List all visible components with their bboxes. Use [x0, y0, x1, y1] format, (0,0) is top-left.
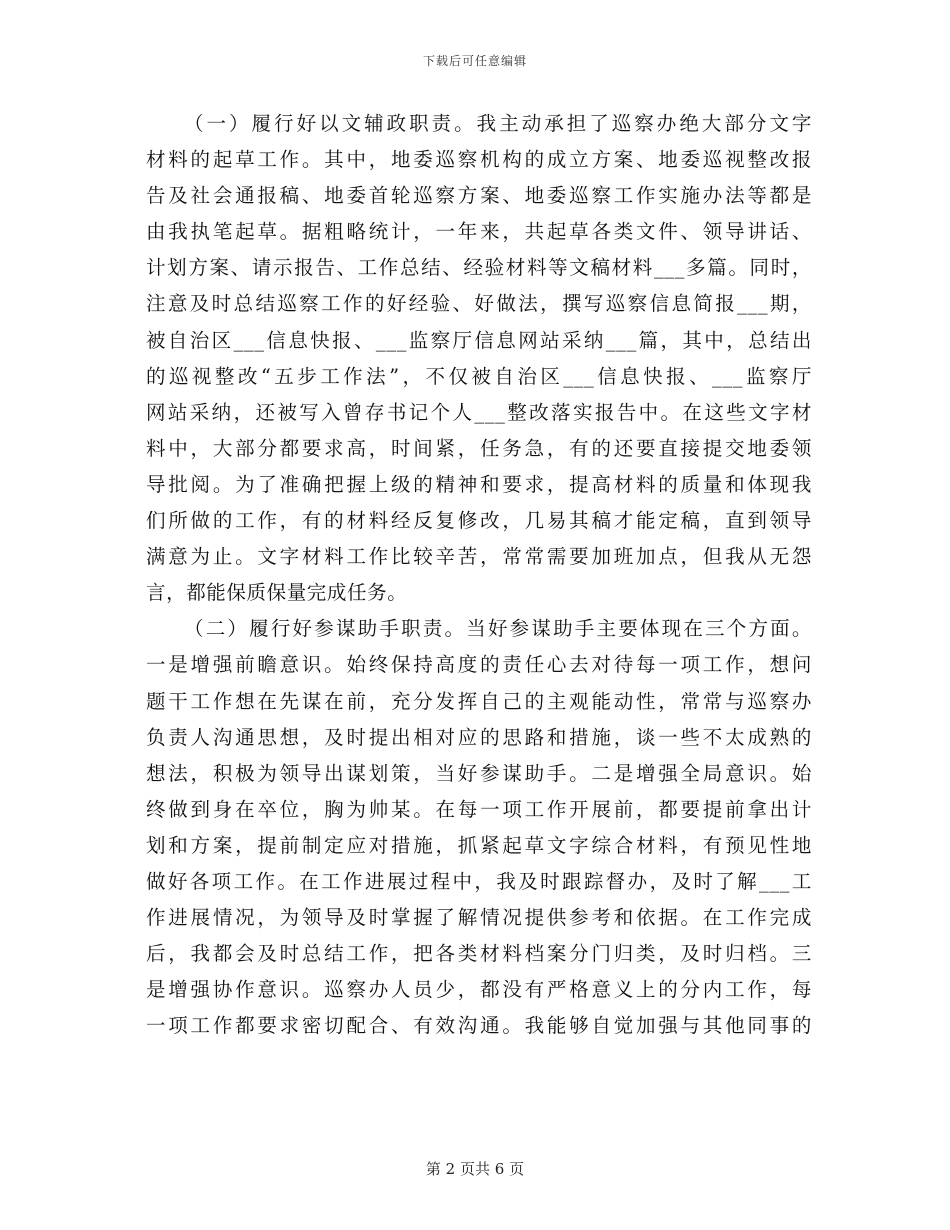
- paragraph-1-line-6: 注意及时总结巡察工作的好经验、好做法，撰写巡察信息简报___期，: [146, 292, 812, 316]
- paragraph-1-line-11: 导批阅。为了准确把握上级的精神和要求，提高材料的质量和体现我: [146, 472, 812, 496]
- paragraph-2-line-7: 划和方案，提前制定应对措施，抓紧起草文字综合材料，有预见性地: [146, 833, 812, 857]
- paragraph-1-line-12: 们所做的工作，有的材料经反复修改，几易其稿才能定稿，直到领导: [146, 509, 812, 533]
- paragraph-1-line-5: 计划方案、请示报告、工作总结、经验材料等文稿材料___多篇。同时，: [146, 256, 812, 280]
- paragraph-1-line-3: 告及社会通报稿、地委首轮巡察方案、地委巡察工作实施办法等都是: [146, 184, 812, 208]
- page-number: 第 2 页共 6 页: [425, 1160, 525, 1178]
- paragraph-2-line-6: 终做到身在卒位，胸为帅某。在每一项工作开展前，都要提前拿出计: [146, 797, 812, 821]
- paragraph-1-line-10: 料中，大部分都要求高，时间紧，任务急，有的还要直接提交地委领: [146, 436, 812, 460]
- paragraph-2-line-10: 后，我都会及时总结工作，把各类材料档案分门归类，及时归档。三: [146, 942, 812, 966]
- paragraph-2-line-5: 想法，积极为领导出谋划策，当好参谋助手。二是增强全局意识。始: [146, 761, 812, 785]
- paragraph-1-line-2: 材料的起草工作。其中，地委巡察机构的成立方案、地委巡视整改报: [146, 148, 812, 172]
- paragraph-2-line-3: 题干工作想在先谋在前，充分发挥自己的主观能动性，常常与巡察办: [146, 689, 812, 713]
- document-body: [146, 106, 812, 1044]
- paragraph-1-line-1: （一）履行好以文辅政职责。我主动承担了巡察办绝大部分文字: [184, 112, 812, 135]
- paragraph-2-line-2: 一是增强前瞻意识。始终保持高度的责任心去对待每一项工作，想问: [146, 653, 812, 677]
- paragraph-2-line-4: 负责人沟通思想，及时提出相对应的思路和措施，谈一些不太成熟的: [146, 725, 812, 749]
- paragraph-1-line-8: 的巡视整改“五步工作法”，不仅被自治区___信息快报、___监察厅: [146, 364, 812, 388]
- paragraph-2-line-8: 做好各项工作。在工作进展过程中，我及时跟踪督办，及时了解___工: [146, 869, 812, 893]
- paragraph-2-line-12: 一项工作都要求密切配合、有效沟通。我能够自觉加强与其他同事的: [146, 1014, 812, 1038]
- paragraph-2-line-9: 作进展情况，为领导及时掌握了解情况提供参考和依据。在工作完成: [146, 906, 812, 930]
- paragraph-1-line-9: 网站采纳，还被写入曾存书记个人___整改落实报告中。在这些文字材: [146, 400, 812, 424]
- paragraph-1-line-4: 由我执笔起草。据粗略统计，一年来，共起草各类文件、领导讲话、: [146, 220, 812, 244]
- paragraph-1-line-13: 满意为止。文字材料工作比较辛苦，常常需要加班加点，但我从无怨: [146, 545, 812, 569]
- paragraph-1-line-14: 言，都能保质保量完成任务。: [146, 581, 408, 605]
- paragraph-2-line-1: （二）履行好参谋助手职责。当好参谋助手主要体现在三个方面。: [184, 617, 812, 641]
- page-header-note: 下载后可任意编辑: [422, 54, 527, 68]
- paragraph-1-line-7: 被自治区___信息快报、___监察厅信息网站采纳___篇，其中，总结出: [146, 328, 812, 352]
- paragraph-2-line-11: 是增强协作意识。巡察办人员少，都没有严格意义上的分内工作，每: [146, 978, 812, 1002]
